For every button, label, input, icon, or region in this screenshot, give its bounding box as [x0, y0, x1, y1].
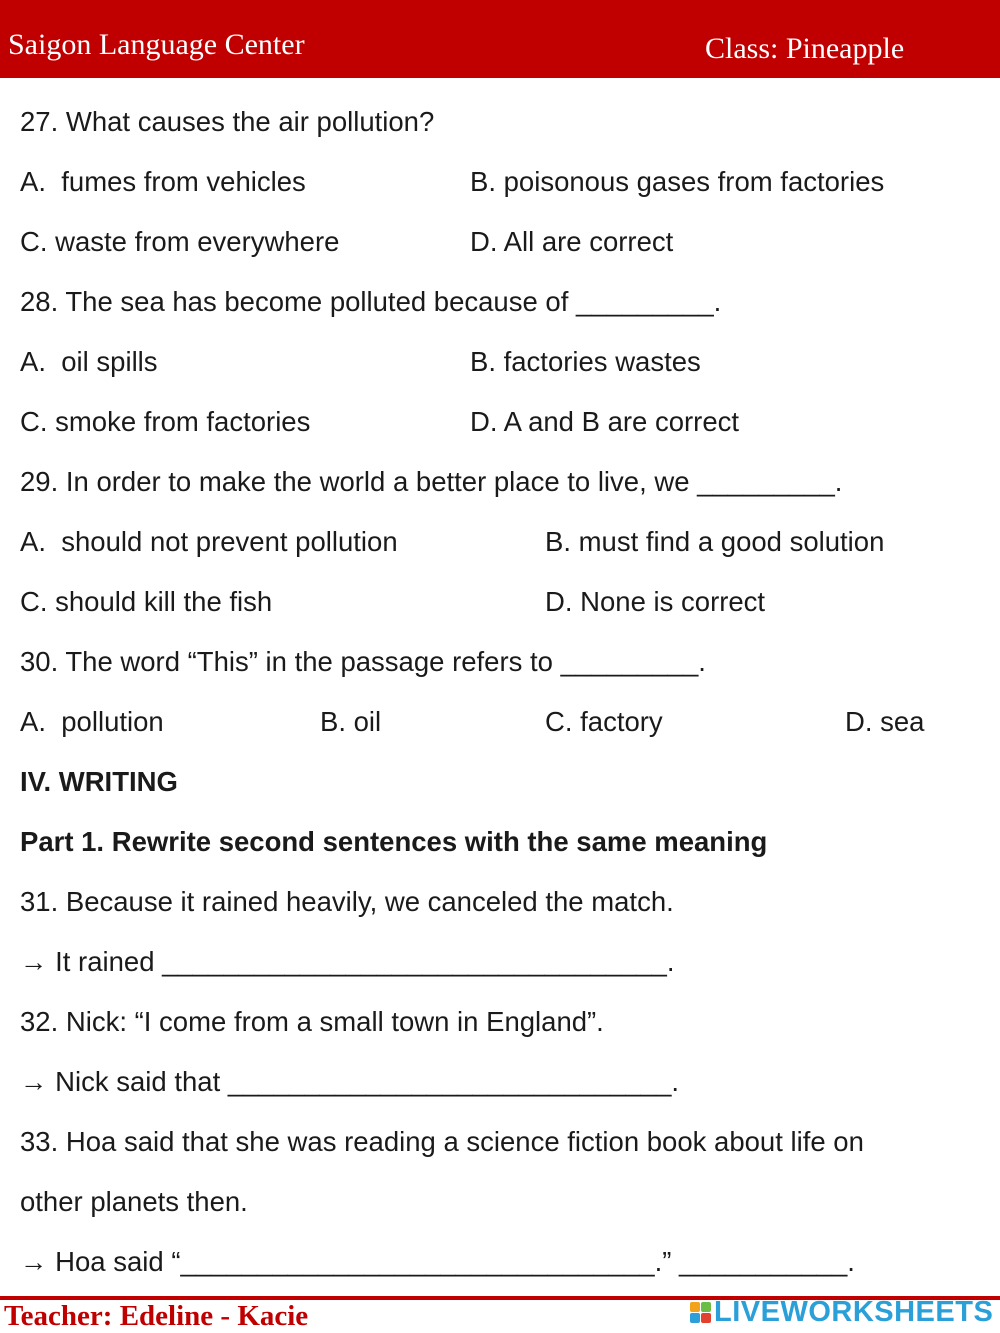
question-33-prompt: 33. Hoa said that she was reading a science fiction book about life on [20, 1126, 864, 1157]
question-27-option-b: B. poisonous gases from factories [470, 166, 885, 197]
question-28-stem: 28. The sea has become polluted because of _________. [20, 286, 722, 317]
question-29-option-d: D. None is correct [545, 586, 766, 617]
question-31-prompt: 31. Because it rained heavily, we canceled the match. [20, 886, 674, 917]
question-30-stem: 30. The word “This” in the passage refers to _________. [20, 646, 706, 677]
question-27-option-c: C. waste from everywhere [20, 226, 340, 257]
school-name: Saigon Language Center [8, 28, 305, 61]
question-27-stem: 27. What causes the air pollution? [20, 106, 435, 137]
question-29-option-c: C. should kill the fish [20, 586, 273, 617]
question-32-answer-line: → Nick said that _____________________________. [20, 1066, 680, 1097]
liveworksheets-brand-text: LIVEWORKSHEETS [714, 1295, 994, 1328]
liveworksheets-logo[interactable] [690, 1297, 993, 1327]
question-30-option-d: D. sea [845, 706, 925, 737]
question-28-option-d: D. A and B are correct [470, 406, 740, 437]
question-30-option-c: C. factory [545, 706, 663, 737]
question-29-option-a: A. should not prevent pollution [20, 526, 398, 557]
question-27-option-a: A. fumes from vehicles [20, 166, 306, 197]
question-30-option-b: B. oil [320, 706, 382, 737]
writing-part-title: Part 1. Rewrite second sentences with the same meaning [20, 826, 768, 857]
teacher-name: Teacher: Edeline - Kacie [4, 1300, 309, 1332]
liveworksheets-grid-icon [690, 1302, 711, 1323]
writing-section-title: IV. WRITING [20, 766, 178, 797]
question-33-answer-line: → Hoa said “_______________________________.” ___________. [20, 1246, 855, 1277]
question-32-prompt: 32. Nick: “I come from a small town in England”. [20, 1006, 604, 1037]
question-30-option-a: A. pollution [20, 706, 164, 737]
question-29-stem: 29. In order to make the world a better place to live, we _________. [20, 466, 843, 497]
question-28-option-a: A. oil spills [20, 346, 158, 377]
class-name: Class: Pineapple [705, 32, 905, 65]
page-header [0, 0, 1000, 78]
question-28-option-b: B. factories wastes [470, 346, 701, 377]
question-29-option-b: B. must find a good solution [545, 526, 885, 557]
question-28-option-c: C. smoke from factories [20, 406, 311, 437]
question-27-option-d: D. All are correct [470, 226, 674, 257]
question-33-prompt-continued: other planets then. [20, 1186, 248, 1217]
question-31-answer-line: → It rained _________________________________. [20, 946, 675, 977]
